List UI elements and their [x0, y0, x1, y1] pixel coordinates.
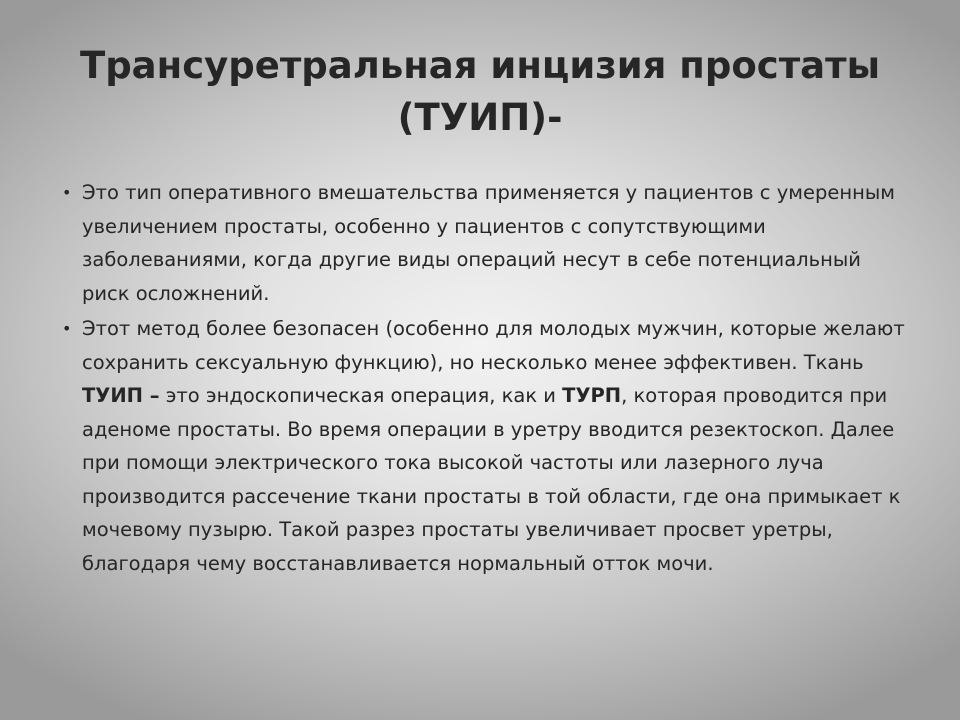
bullet-2-text-part-1: Этот метод более безопасен (особенно для молодых мужчин, которые желают сохранить сексуальную функцию), но несколько менее эффективен. Ткань: [82, 317, 905, 374]
bullet-2-text-part-3: , которая проводится при аденоме простаты. Во время операции в уретру вводится резектоскоп. Далее при помощи электрического тока высокой частоты или лазерного луча производится рассечение ткани простаты в той области, где она примыкает к мочевому пузырю. Такой разрез простаты увеличивает просвет уретры, благодаря чему восстанавливается нормальный отток мочи.: [82, 384, 901, 575]
bullet-list: [62, 176, 912, 582]
bullet-dot-icon: •: [62, 183, 72, 202]
bullet-2-bold-tuip: ТУИП –: [82, 384, 160, 407]
bullet-item-1: [62, 176, 912, 310]
title-line-2: (ТУИП)-: [397, 96, 563, 139]
title-line-1: Трансуретральная инцизия простаты: [79, 44, 881, 87]
bullet-item-2: [62, 312, 912, 580]
bullet-2-bold-turp: ТУРП: [562, 384, 622, 407]
bullet-2-text-part-2: это эндоскопическая операция, как и: [159, 384, 563, 407]
bullet-1-text: Это тип оперативного вмешательства применяется у пациентов с умеренным увеличением простаты, особенно у пациентов с сопутствующими заболеваниями, когда другие виды операций несут в себе потенциальный риск осложнений.: [82, 181, 895, 305]
slide-title: [60, 40, 900, 144]
bullet-dot-icon: •: [62, 319, 72, 338]
